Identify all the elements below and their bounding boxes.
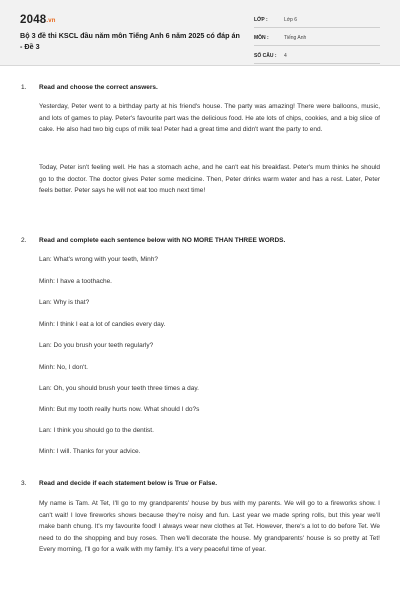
meta-key-subject: MÔN :: [254, 35, 269, 41]
question-number: 2.: [21, 237, 27, 244]
meta-value-grade: Lớp 6: [284, 17, 298, 23]
dialogue-line: Lan: I think you should go to the dentist.: [39, 427, 154, 434]
reading-paragraph: Yesterday, Peter went to a birthday party at his friend's house. The party was amazing! There were balloons, music, and lots of games to play. Peter's favourite part was the delicious food. He ate lots of chips, cookies, and a big slice of cake. He also had two big cups of milk tea! Peter had a great time and didn't want the party to end.: [39, 103, 380, 133]
dialogue-line: Lan: Do you brush your teeth regularly?: [39, 342, 154, 349]
dialogue-line: Lan: Oh, you should brush your teeth three times a day.: [39, 385, 199, 392]
logo-text: 2048: [20, 14, 47, 26]
dialogue-line: Lan: Why is that?: [39, 299, 90, 306]
dialogue-line: Minh: No, I don't.: [39, 364, 88, 371]
question-instruction: Read and complete each sentence below with NO MORE THAN THREE WORDS.: [39, 237, 286, 244]
question-instruction: Read and choose the correct answers.: [39, 84, 158, 91]
meta-value-subject: Tiếng Anh: [284, 35, 307, 41]
page-title: Bộ 3 đề thi KSCL đầu năm môn Tiếng Anh 6 năm 2025 có đáp án - Đề 3: [20, 31, 240, 51]
site-logo[interactable]: [20, 14, 56, 26]
question-instruction: Read and decide if each statement below is True or False.: [39, 480, 218, 487]
reading-paragraph: My name is Tam. At Tet, I'll go to my grandparents' house by bus with my parents. We will go to a fireworks show. I can't wait! I love fireworks shows because they're noisy and fun. Last year we made spring rolls, but this year we'll make banh chung. It's my favourite food! I always wear new clothes at Tet. However, there's a lot to do before Tet. We need to do the shopping and buy roses. Then we'll decorate the house. My grandparents' house is so pretty at Tet! Every morning, I'll go for a walk with my family. It's a very peaceful time of year.: [39, 500, 380, 553]
question-number: 1.: [21, 84, 27, 91]
page-header: [0, 0, 400, 66]
meta-row-count: [254, 49, 380, 64]
meta-panel: [254, 13, 380, 67]
meta-row-grade: [254, 13, 380, 28]
logo-tld: .vn: [46, 18, 56, 24]
dialogue-line: Minh: I think I eat a lot of candies every day.: [39, 321, 166, 328]
dialogue-line: Minh: I have a toothache.: [39, 278, 112, 285]
reading-paragraph: Today, Peter isn't feeling well. He has a stomach ache, and he can't eat his breakfast. Peter's mum thinks he should go to the doctor. The doctor gives Peter some medicine. Then, Peter drinks warm water and has a rest. Later, Peter feels better. Peter says he will not eat too much next time!: [39, 164, 380, 194]
dialogue-line: Minh: But my tooth really hurts now. What should I do?s: [39, 406, 200, 413]
dialogue-line: Minh: I will. Thanks for your advice.: [39, 448, 141, 455]
meta-key-grade: LỚP :: [254, 17, 268, 23]
meta-row-subject: [254, 31, 380, 46]
meta-key-count: SỐ CÂU :: [254, 53, 277, 59]
meta-value-count: 4: [284, 53, 287, 59]
dialogue-line: Lan: What's wrong with your teeth, Minh?: [39, 256, 159, 263]
question-number: 3.: [21, 480, 27, 487]
